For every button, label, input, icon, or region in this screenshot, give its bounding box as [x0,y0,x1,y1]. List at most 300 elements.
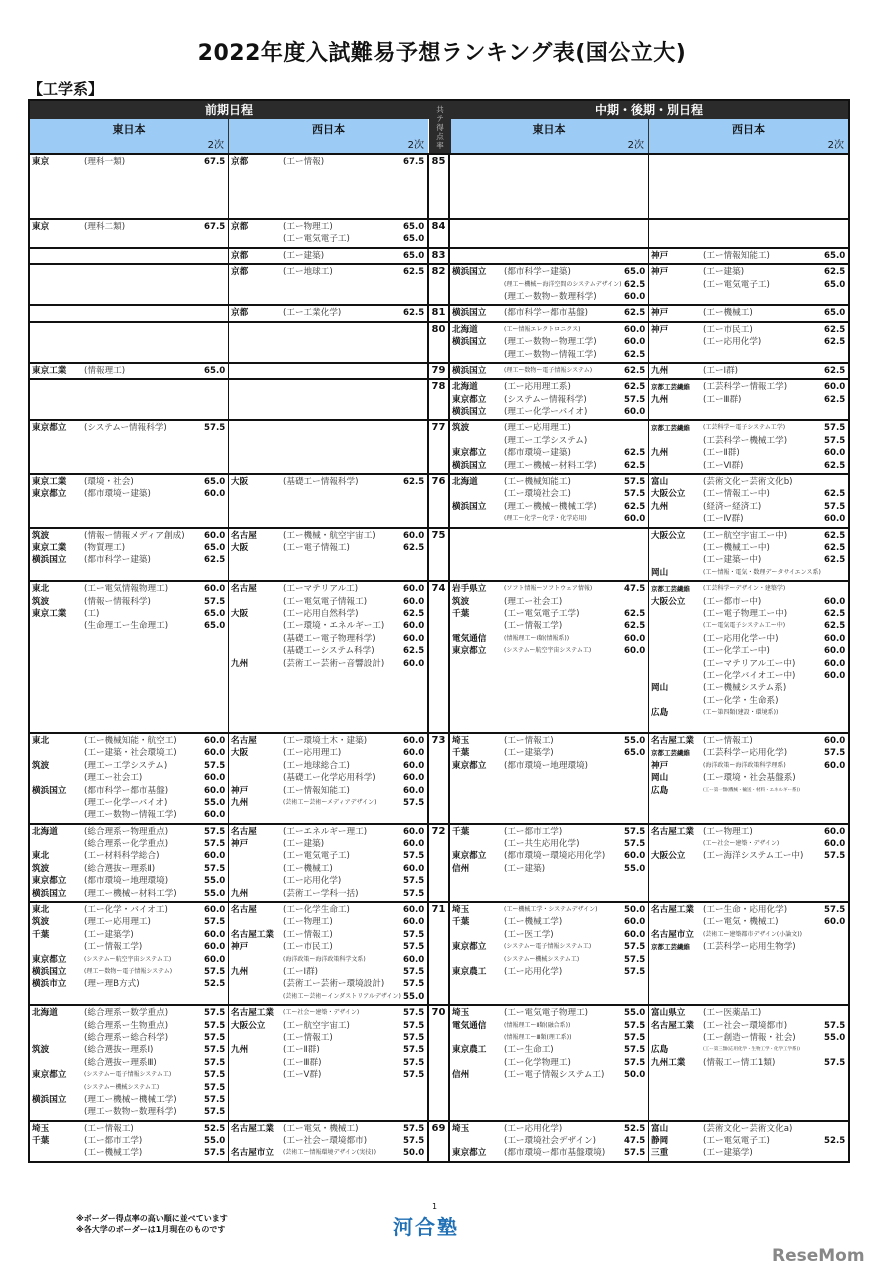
university-name: 広島 [651,708,669,719]
east-later-col [450,734,649,823]
second-exam-score: 57.5 [403,979,425,990]
region-header-row: 東日本 2次 西日本 2次 東日本 2次 西日本 2次 [30,119,848,153]
rank-band [30,580,848,732]
department-name: (情報ー情報科学) [84,596,151,607]
list-item [450,394,648,406]
list-item [450,1032,648,1044]
second-exam-score: 67.5 [204,222,226,232]
second-exam-score: 57.5 [824,851,846,862]
second-exam-score: 62.5 [824,530,846,541]
second-exam-score [824,1044,848,1056]
list-item [450,747,648,759]
list-item [450,1007,648,1019]
university-name [649,633,703,645]
second-exam-score: 60.0 [824,382,846,393]
list-item [450,838,648,850]
university-name: 筑波 [32,863,50,874]
department-name: (理工ー機械ー材料工学) [84,888,177,899]
department-name: (芸術工ー建築都市デザイン(小論文)) [703,930,802,938]
department-name: (理工ー社会工) [84,773,143,784]
department-name: (情報工ー情工1類) [703,1057,776,1068]
list-item [229,156,427,168]
west-later-col [649,249,848,263]
university-name: 九州工業 [651,1057,686,1068]
university-name: 広島 [651,1045,669,1056]
second-exam-score: 60.0 [624,646,646,657]
university-name [30,797,84,809]
university-name [649,608,703,620]
second-exam-score: 57.5 [624,1045,646,1056]
department-name: (理工ー社会工) [503,596,563,607]
second-exam-score: 62.5 [824,608,846,619]
west-first-col [229,475,428,527]
second-exam-score [824,785,848,797]
second-exam-score: 65.0 [204,542,226,553]
second-exam-score: 62.5 [204,555,226,566]
list-item [649,760,848,772]
west-first-col [229,155,428,218]
list-item [30,1106,228,1118]
second-exam-score: 57.5 [403,851,425,862]
east-later-col [450,529,649,581]
west-later-col [649,380,848,419]
university-name: 東京都立 [451,1148,487,1159]
list-item [649,1057,848,1069]
second-exam-score: 57.5 [624,1020,646,1031]
university-name [649,513,703,525]
university-name [229,1032,283,1044]
university-name: 東京工業 [32,477,67,488]
department-name: (情報ー情報メディア創成) [84,530,185,541]
second-exam-score: 57.5 [403,1032,425,1043]
list-item [649,608,848,620]
second-exam-score: 60.0 [403,760,425,771]
rank-band [30,527,848,581]
second-exam-score: 57.5 [824,748,846,759]
list-item [229,904,427,916]
border-rate: 84 [428,220,450,247]
second-exam-score: 62.5 [824,267,846,278]
department-name: (工ー化学生命工) [283,905,350,916]
list-item [30,838,228,850]
department-name: (理工ー化学ー化学・化学応用) [503,515,587,523]
department-name: (工ー応用化学) [703,337,762,348]
second-exam-score: 57.5 [403,966,425,977]
second-exam-score: 67.5 [403,157,425,167]
list-item [30,1147,228,1159]
university-name [450,435,504,447]
department-name: (システムー電子情報システム工) [84,1071,172,1079]
department-name: (工ー建築ー中) [703,555,762,566]
second-exam-score: 60.0 [403,954,425,965]
second-exam-score: 60.0 [204,489,226,500]
list-item [450,608,648,620]
second-exam-score: 57.5 [403,1020,425,1031]
department-name: (芸術工ー芸術ーインダストリアルデザイン) [283,992,401,1000]
section-heading: 【工学系】 [28,80,104,98]
university-name: 横浜国立 [32,1094,67,1105]
second-exam-score: 57.5 [403,888,425,899]
department-name: (工) [84,608,100,619]
department-name: (工ー電子情報工) [283,542,350,553]
university-name: 横浜国立 [451,337,487,348]
east-first-col [30,265,229,304]
second-exam-score: 57.5 [624,942,646,953]
second-exam-score: 60.0 [403,785,425,796]
department-name: (工ー応用理工) [283,748,342,759]
second-exam-score: 60.0 [624,917,646,928]
second-exam-score: 60.0 [204,785,226,796]
second-exam-score: 60.0 [824,448,846,459]
list-item [30,1044,228,1056]
second-exam-score: 57.5 [403,942,425,953]
list-item [450,435,648,447]
rank-band [30,732,848,823]
list-item [450,336,648,348]
second-exam-score: 60.0 [204,905,226,916]
university-name: 九州 [651,365,669,376]
university-name: 大阪 [231,477,249,488]
department-name: (理工ー数物ー電子情報システム) [84,967,173,975]
second-exam-score: 62.5 [403,646,425,657]
second-exam-score: 60.0 [403,621,425,632]
list-item [649,682,848,694]
second-exam-score: 60.0 [204,735,226,746]
second-exam-score: 52.5 [624,1123,646,1134]
department-name: (工ー社会ー建築・デザイン) [703,840,780,848]
university-name: 名古屋工業 [231,1008,274,1019]
university-name: 千葉 [32,929,50,940]
university-name: 東京工業 [32,542,67,553]
department-name: (情報理工) [84,365,126,376]
second-exam-score: 62.5 [824,621,846,632]
list-item [30,941,228,953]
university-name: 神戸 [231,839,249,850]
list-item [229,916,427,928]
second-exam-score: 60.0 [624,324,646,335]
border-rate: 79 [428,364,450,378]
list-item [229,1123,427,1135]
department-name: (工ー情報工) [84,1123,134,1134]
list-item [229,785,427,797]
west-later-col [649,220,848,247]
university-name: 東京農工 [451,966,487,977]
university-name: 東京都立 [451,394,487,405]
second-exam-score: 60.0 [624,929,646,940]
list-item [229,633,427,645]
department-name: (都市環境ー建築) [503,448,571,459]
university-name: 埼玉 [451,905,470,916]
west-first-col [229,582,428,732]
university-name: 大阪公立 [651,851,686,862]
university-name: 京都工芸繊維 [651,383,690,392]
department-name: (工ー物理工) [703,826,753,837]
second-exam-score: 60.0 [624,851,646,862]
university-name: 神戸 [651,267,669,278]
list-item [30,966,228,978]
department-name: (海洋政策ー海洋政策科学理系) [703,761,786,769]
list-item [229,863,427,875]
east-later-col [450,249,649,263]
list-item [649,1007,848,1019]
rank-band [30,823,848,901]
department-name: (工ー情報工) [703,735,753,746]
border-rate: 82 [428,265,450,304]
university-name [229,760,283,772]
department-name: (理工ー数物ー情報工学) [84,810,177,821]
rank-band [30,218,848,247]
second-exam-score: 65.0 [204,365,226,376]
university-name [229,954,283,966]
department-name: (工ー機械知能・航空工) [84,735,177,746]
university-name: 横浜国立 [451,407,487,418]
second-exam-score: 57.5 [204,1082,226,1093]
department-name: (システムー電子情報システム工) [503,943,592,951]
university-name: 東京都立 [451,646,487,657]
university-name [30,1106,84,1118]
department-name: (工ー都市工学) [84,1136,143,1147]
second-exam-score: 50.0 [624,905,646,916]
department-name: (工ー医工学) [503,929,554,940]
second-exam-score: 60.0 [624,291,646,302]
university-name: 大阪公立 [231,1020,266,1031]
department-name: (総合選抜ー理系Ⅰ) [84,1045,154,1056]
second-exam-score: 57.5 [204,863,226,874]
department-name: (理工ー機械ー機械工学) [503,501,597,512]
second-exam-score: 57.5 [204,423,226,434]
list-item [649,735,848,747]
department-name: (工ー応用化学ー中) [703,633,779,644]
border-rate: 70 [428,1006,450,1120]
second-exam-score: 57.5 [204,839,226,850]
list-item [649,1020,848,1032]
department-name: (都市環境ー地理環境) [503,760,589,771]
department-name: (海洋政策ー海洋政策科学文系) [283,955,366,963]
department-name: (工ー情報工) [283,1032,333,1043]
list-item [30,620,228,632]
list-item [649,542,848,554]
east-later-col [450,1006,649,1120]
second-exam-score: 62.5 [624,501,646,512]
east-first-col [30,825,229,901]
list-item [30,772,228,784]
west-first-col [229,1122,428,1161]
list-item [30,1069,228,1081]
list-item [649,1123,848,1135]
second-exam-score: 52.5 [204,1123,226,1134]
university-name: 横浜国立 [451,501,487,512]
list-item [649,1032,848,1044]
list-item [229,954,427,966]
second-exam-score: 57.5 [624,1032,646,1043]
list-item [450,620,648,632]
list-item [30,888,228,900]
university-name [30,772,84,784]
list-item [30,488,228,500]
list-item [229,658,427,670]
university-name: 電気通信 [451,633,487,644]
list-item [30,530,228,542]
list-item [649,567,848,579]
list-item [30,785,228,797]
list-item [30,735,228,747]
university-name: 信州 [451,1070,470,1081]
university-name [30,809,84,821]
list-item [649,941,848,953]
university-name [229,633,283,645]
list-item [450,1044,648,1056]
list-item [450,291,648,303]
university-name [30,1057,84,1069]
second-exam-score: 65.0 [624,267,646,278]
second-exam-score: 60.0 [204,851,226,862]
department-name: (工ー情報) [283,157,325,167]
list-item [30,747,228,759]
west-later-col [649,529,848,581]
department-name: (工ー応用化学) [503,966,563,977]
second-exam-score: 65.0 [403,250,425,261]
list-item [30,1123,228,1135]
university-name [229,978,283,990]
department-name: (工ー社会ー環境都市) [703,1020,788,1031]
department-name: (工ーⅠ群) [283,966,319,977]
university-name [229,772,283,784]
university-name [649,695,703,707]
university-name: 筑波 [32,596,50,607]
list-item [229,1020,427,1032]
list-item [30,826,228,838]
university-name [450,1032,504,1044]
university-name: 東京農工 [451,1045,487,1056]
list-item [30,156,228,168]
later-term-header: 中期・後期・別日程 [594,103,703,117]
university-name: 東京都立 [32,423,67,434]
list-item [450,596,648,608]
university-name: 京都 [231,267,249,278]
department-name: (都市科学ー都市基盤) [503,308,589,319]
university-name: 九州 [651,448,669,459]
department-name: (工ー機械工) [283,863,333,874]
second-exam-score: 57.5 [403,1123,425,1134]
second-exam-score: 62.5 [403,267,425,278]
west-first-col [229,380,428,419]
list-item [649,488,848,500]
list-item [450,266,648,278]
second-exam-score [824,941,848,953]
university-name [229,233,283,245]
second-exam-score: 60.0 [403,658,425,669]
university-name [229,916,283,928]
list-item [649,772,848,784]
west-first-col [229,306,428,320]
list-item [229,1069,427,1081]
department-name: (工ー環境・エネルギー工) [283,621,385,632]
list-item [30,554,228,566]
department-name: (システムー情報科学) [84,423,167,434]
list-item [450,365,648,377]
list-item [649,266,848,278]
university-name: 京都工芸繊維 [651,424,690,433]
list-item [649,250,848,262]
second-exam-score [624,760,648,772]
department-name: (工ー化学工ー中) [703,646,770,657]
list-item [30,365,228,377]
second-exam-score: 57.5 [624,477,646,488]
department-name: (工ー建築学) [703,1148,753,1159]
west-first-col [229,529,428,581]
department-name: (工ー電気電子工) [703,279,770,290]
department-name: (システムー機械システム工) [84,1083,160,1091]
list-item [450,916,648,928]
department-name: (工ー第一類(機械・輸送・材料・エネルギー系)) [703,787,801,793]
east-later-col [450,421,649,473]
east-later-col [450,155,649,218]
department-name: (総合理系ー物理重点) [84,826,169,837]
list-item [649,422,848,434]
second-exam-score: 60.0 [403,773,425,784]
second-exam-score: 60.0 [824,514,846,525]
university-name [450,620,504,632]
region-east-1: 東日本 [112,123,146,136]
second-exam-score: 65.0 [204,621,226,632]
west-later-col [649,582,848,732]
second-exam-score: 57.5 [624,826,646,837]
department-name: (工ー化学・生命系) [703,695,779,706]
second-exam-score: 60.0 [204,530,226,541]
second-exam-score: 60.0 [624,514,646,525]
department-name: (工ー電子情報システム工) [503,1070,605,1081]
rank-band [30,1120,848,1161]
list-item [450,863,648,875]
second-exam-score: 60.0 [403,748,425,759]
list-item [649,826,848,838]
university-name [649,670,703,682]
department-name: (工ー機械知能工) [503,477,571,488]
department-name: (工ー機械工) [703,308,753,319]
list-item [649,1135,848,1147]
department-name: (芸術工ー芸術ー音響設計) [283,658,385,669]
department-name: (工ー海洋システム工ー中) [703,851,804,862]
department-name: (都市環境ー環境応用化学) [503,851,606,862]
list-item [450,760,648,772]
second-exam-score [824,1123,848,1135]
list-item [30,542,228,554]
university-name: 東京工業 [32,365,67,376]
list-item [649,435,848,447]
second-exam-score: 60.0 [403,863,425,874]
department-name: (工ー電気電子工) [703,1136,770,1147]
university-name [30,747,84,759]
list-item [450,422,648,434]
second-exam-score: 60.0 [824,735,846,746]
department-name: (工ー機械工学) [84,1148,143,1159]
second-exam-score: 60.0 [403,530,425,541]
department-name: (工ー電気電子工学) [503,608,580,619]
list-item [30,916,228,928]
list-item [649,307,848,319]
list-item [649,916,848,928]
second-exam-score: 65.0 [824,308,846,319]
west-later-col [649,825,848,901]
second-exam-score: 60.0 [824,826,846,837]
university-name [649,1032,703,1044]
list-item [229,760,427,772]
university-name: 富山 [651,1123,669,1134]
university-name [229,863,283,875]
university-name [450,349,504,361]
second-exam-score: 62.5 [824,489,846,500]
university-name [229,1057,283,1069]
